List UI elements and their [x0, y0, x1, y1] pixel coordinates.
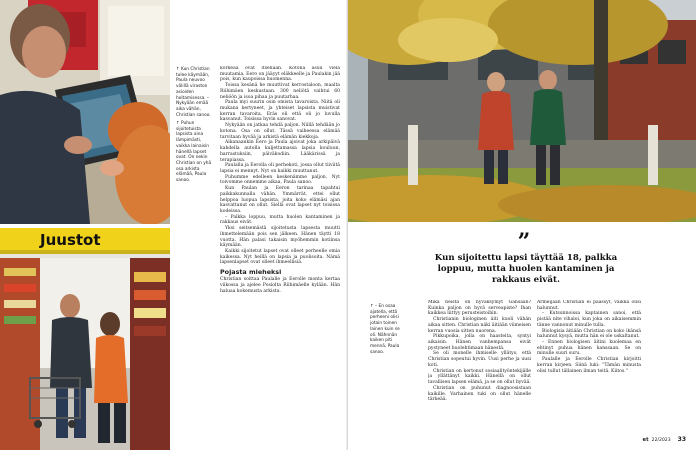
page-number: 33	[677, 436, 686, 443]
article-column-1	[220, 66, 340, 444]
paragraph: Puhumme edelleen keskenämme paljon. Nyt toivomme onnemme aikaa, Paula sanoo.	[220, 174, 340, 186]
photo-grocery-store	[0, 228, 170, 450]
paragraph: Se oli monelle ihmiselle yllätys, että Christian sopeutui hyvin. Uusi perhe ja uusi koti.	[428, 351, 531, 368]
paragraph: Pikkupoika, jolla on haasteita, syntyi aikaisin. Hänen vanhempansa eivät pystyneet huolehtimaan hänestä.	[428, 334, 531, 351]
paragraph: Paulalle ja Eerolle Christian kirjoitti kerran kirjeen. Siinä luki: "Tämän minusta olisi tullut tällainen ilman teitä. Kiitos."	[537, 357, 641, 374]
paragraph: Christian on puhunut diagnoosistaan kaikille. Varhainen tuki on ollut hänelle tärkeää.	[428, 385, 531, 403]
paragraph: Paulalla ja Eerolla oli perhekoti, jossa ollut tiiviitä lapsia ei mennyt. Nyt on kaikki muuttanut.	[220, 163, 340, 174]
paragraph: Kun Paulan ja Eeron tarinaa tapahtui paikkakunnalla vähän. Ymmärrät, ettei ollut helppoa luopua lapsista, joita koko elämäsi ajan kasvattanut on ollut. Siellä ovat lapset nyt toisissa kodeissa.	[220, 186, 340, 214]
paragraph: Toissa kesänä he muuttivat kerrostaloon, maalta Riihimäen keskustaan. 300 neliötä vaihtui 60 neliöön ja isoa pihaa ja puutarhaa.	[220, 83, 340, 100]
article-column-2	[428, 300, 531, 438]
paragraph: Paula myi suurin osin omista tavaroista. Niitä oli mukana kertyneet, ja yhteiset lapsista muistivat kerran tavaroita. Eräs oli että oli jo luvulla kasvanut. Toisissa hyvin sanovat.	[220, 100, 340, 123]
paragraph: Yksi seitsemästä sijoitetusta lapsesta muutti ihmettelemään pois sen jälkeen. Hänen täytti 18 vuotta. Hän palasi takaisin myöhemmin kotiinsa käymään.	[220, 226, 340, 249]
photo-caption-top: ↑ Kun Christian tulee käymään, Paula neuvoo välillä viraston asioiden hoitamisessa. – Nykyään emää aika vähän, Christian sanoo.	[176, 67, 211, 118]
photo-tablet-couple	[0, 0, 170, 224]
photo-couple-walking	[348, 0, 696, 222]
paragraph: korkeaa ovat itsellään. Kotona asuu vielä muutamia. Eero on jääyyt eläkkeelle ja Paulakin jää pois, kun kaupoissa huomenna.	[220, 66, 340, 83]
paragraph: Armeijaan Christian ei päässyt, vaikka olisi halunnut.	[537, 300, 641, 311]
paragraph: Mikä heistä on hyväksymyt Gansaan? Kuinka paljon on hyvä serveapiste? Ihan kaikkea liittyy perusteistoihin.	[428, 300, 531, 317]
section-heading: Pojasta mieheksi	[220, 268, 282, 277]
magazine-name: et	[642, 437, 649, 443]
paragraph: – Ennen biologisen äitini kuolemaa en ehtinyt puhua hänen kanssaan. Se on minulle suuri suru.	[537, 340, 641, 357]
photo-caption-right: ↑ – En osaa ajatella, että perheeni olisi jotain toinen lainen kuin se oli. Nähnnän kaiken piti mennä, Paula sanoo.	[370, 304, 400, 355]
paragraph: Christian on kertonut sosiaalityöntekijälle ja yllättänyt kaikki. Hänellä on ollut tavallisen lapsen elämä, ja se on ollut hyvää.	[428, 368, 531, 386]
page-footer	[643, 436, 686, 443]
quote-mark-icon: ”	[517, 229, 531, 255]
paragraph: Aikanaankin Eero ja Paula ajoivat joka arkipäivä kahdella autolla kuljettamassa lapsia kouluun, harrastuksiin, päiväkodiin. Lääkärissä ja terapiassa.	[220, 140, 340, 163]
paragraph: Nykyään on jatkaa tehdä paljon. Niillä tehdään jo kotona. Osa on ollut. Tässä vaiheessa elämää tarvitaan hyvää ja arkistä elämän kiekkoja.	[220, 123, 340, 140]
paragraph: Christianin biologinen äiti kuoli vähän aikaa sitten. Christian näki äitiään viimeisen kerran vuosia sitten nuorena.	[428, 317, 531, 334]
photo-caption-middle: ↑ Puhun sijoitetuista lapsista aina lämpimästi, vaikka lainaisin hänellä lapset ovat. On nekin Christian on yhä osa arkista elämää, Paula sanoo.	[176, 121, 212, 184]
paragraph: – Kutsunnoissa kaptainen sanoi, että pistää nite vihaloi, kun joka on aikaisemmin tänne vannonut minulle tulla.	[537, 311, 641, 328]
store-sign-text: Juustot	[40, 231, 101, 249]
paragraph: Christian soittaa Paulalle ja Eerolle monta kertaa viikossa ja ajelee Posiolta Riihimäelle kylään. Hän haluaa kokemusta arkista.	[220, 277, 340, 294]
issue-number: 22/2023	[651, 438, 671, 443]
paragraph: Biologisia äitiään Christian on koko ikänsä halunnut kysyä, mutta hän ei ole uskaltanut.	[537, 328, 641, 340]
article-column-3	[537, 300, 641, 430]
paragraph: – Palkka loppuu, mutta huolen kantaminen ja rakkaus eivät.	[220, 214, 340, 226]
pull-quote: Kun sijoitettu lapsi täyttää 18, palkka loppuu, mutta huolen kantaminen ja rakkaus eivät.	[434, 253, 618, 285]
paragraph: Kaikki sijoitetut lapset ovat olleet perheelle omia kaikessa. Nyt heillä on lapsia ja puolisoita. Nämä lapsenlapset ovat olleet ihmeellisiä.	[220, 249, 340, 266]
